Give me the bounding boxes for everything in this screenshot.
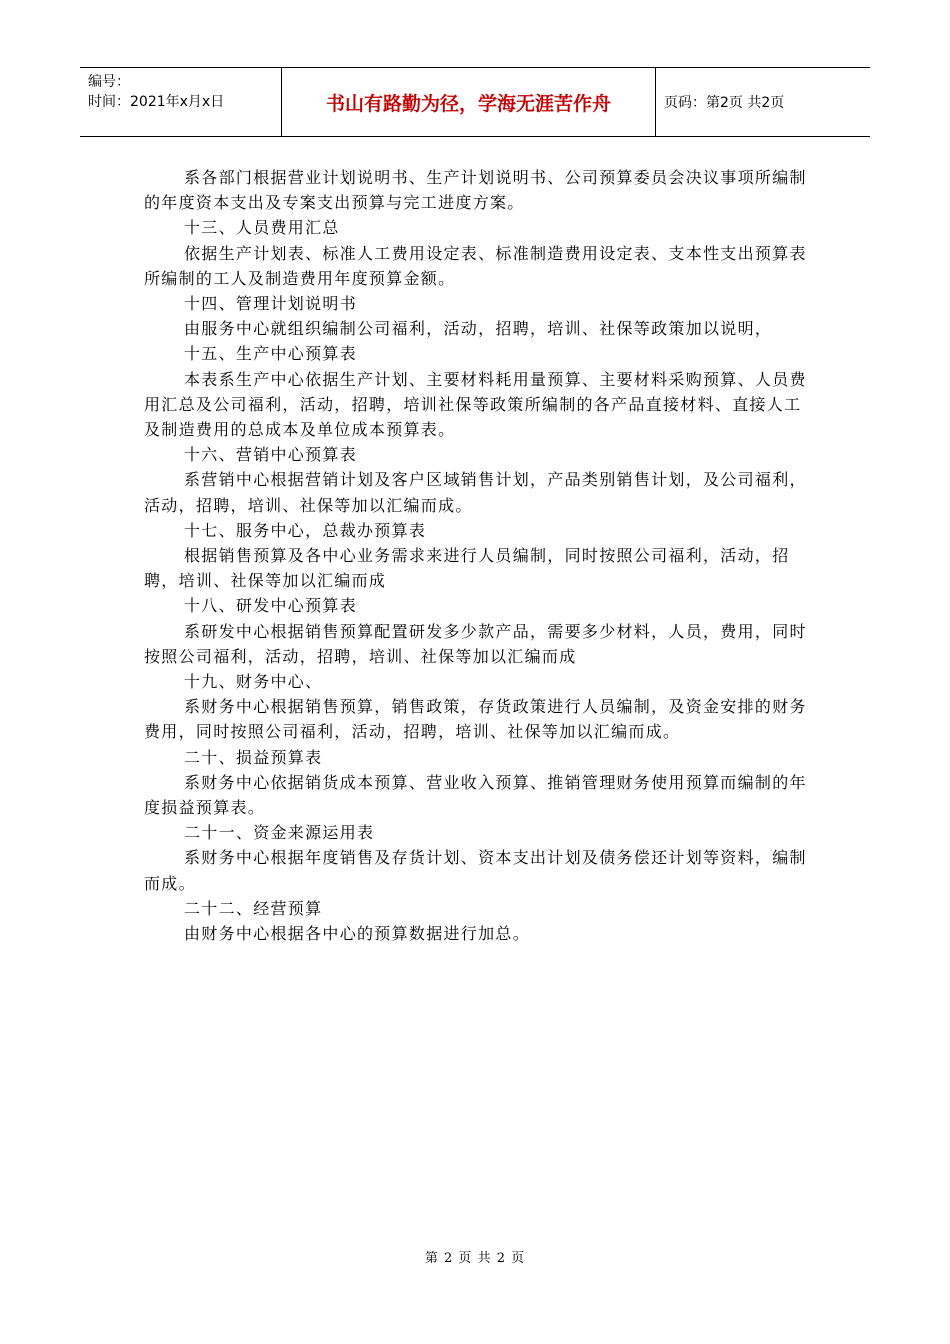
paragraph: 系财务中心根据年度销售及存货计划、资本支出计划及债务偿还计划等资料，编制而成。 [144,848,807,893]
header-meta [80,68,282,136]
section-heading-15: 十五、生产中心预算表 [184,344,358,364]
time-label: 时间：2021年x月x日 [88,94,225,110]
paragraph: 根据销售预算及各中心业务需求来进行人员编制，同时按照公司福利，活动，招聘，培训、社保等加以汇编而成 [144,546,790,591]
document-body [144,165,810,946]
section-heading-16: 十六、营销中心预算表 [184,445,358,465]
section-heading-17: 十七、服务中心，总裁办预算表 [184,520,427,540]
section-heading-19: 十九、财务中心、 [184,672,323,692]
page-footer: 第 2 页 共 2 页 [424,1251,526,1266]
paragraph: 系营销中心根据营销计划及客户区域销售计划，产品类别销售计划，及公司福利，活动，招聘，培训、社保等加以汇编而成。 [144,470,807,515]
section-heading-20: 二十、损益预算表 [184,747,323,767]
header-page-label: 页码：第2页 共2页 [664,95,785,111]
header-motto: 书山有路勤为径，学海无涯苦作舟 [282,68,656,136]
number-label: 编号： [88,74,130,90]
page-header [80,67,870,137]
paragraph: 由财务中心根据各中心的预算数据进行加总。 [184,924,531,944]
section-heading-21: 二十一、资金来源运用表 [184,823,375,843]
section-heading-22: 二十二、经营预算 [184,898,323,918]
paragraph: 系财务中心根据销售预算，销售政策，存货政策进行人员编制，及资金安排的财务费用，同时按照公司福利，活动，招聘，培训、社保等加以汇编而成。 [144,697,807,742]
paragraph: 系各部门根据营业计划说明书、生产计划说明书、公司预算委员会决议事项所编制的年度资本支出及专案支出预算与完工进度方案。 [144,168,807,213]
paragraph: 系财务中心依据销货成本预算、营业收入预算、推销管理财务使用预算而编制的年度损益预算表。 [144,772,807,818]
paragraph: 本表系生产中心依据生产计划、主要材料耗用量预算、主要材料采购预算、人员费用汇总及公司福利，活动，招聘，培训社保等政策所编制的各产品直接材料、直接人工及制造费用的总成本及单位成本预算表。 [144,369,807,440]
paragraph: 依据生产计划表、标准人工费用设定表、标准制造费用设定表、支本性支出预算表所编制的工人及制造费用年度预算金额。 [144,243,807,288]
section-heading-14: 十四、管理计划说明书 [184,294,358,314]
paragraph: 系研发中心根据销售预算配置研发多少款产品，需要多少材料，人员，费用，同时按照公司福利，活动，招聘，培训、社保等加以汇编而成 [144,621,807,666]
section-heading-18: 十八、研发中心预算表 [184,596,358,616]
paragraph: 由服务中心就组织编制公司福利，活动，招聘，培训、社保等政策加以说明， [184,319,773,339]
section-heading-13: 十三、人员费用汇总 [184,218,340,238]
